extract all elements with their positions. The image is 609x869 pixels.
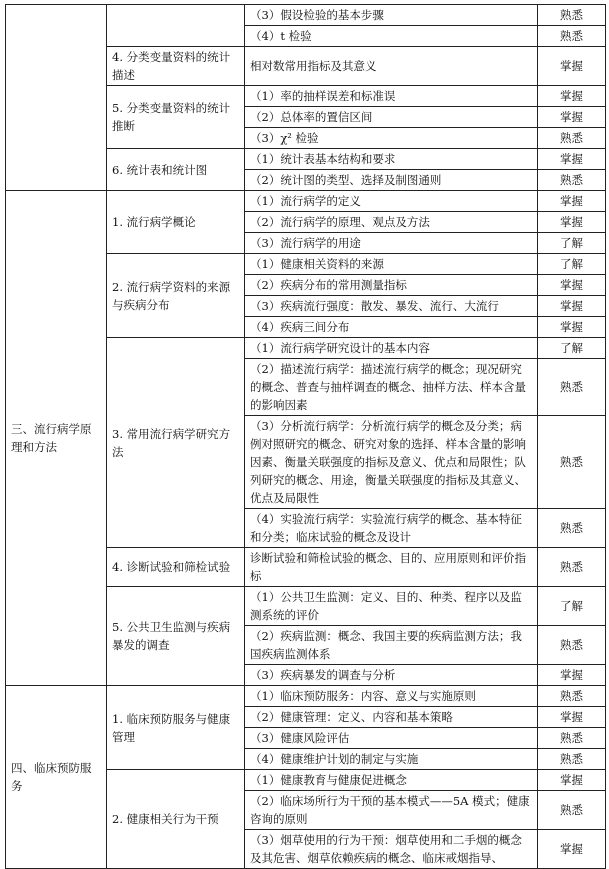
level-cell: 掌握 (538, 86, 606, 107)
syllabus-table (5, 4, 606, 869)
topic-cell: 5. 公共卫生监测与疾病暴发的调查 (107, 587, 245, 686)
point-cell: （2）流行病学的原理、观点及方法 (245, 212, 538, 233)
point-cell: （1）流行病学的定义 (245, 191, 538, 212)
level-cell: 了解 (538, 254, 606, 275)
level-cell: 掌握 (538, 770, 606, 791)
point-cell: （2）描述流行病学：描述流行病学的概念；现况研究的概念、普查与抽样调查的概念、抽样方法、样本含量的影响因素 (245, 359, 538, 416)
point-cell: （1）健康教育与健康促进概念 (245, 770, 538, 791)
table-row (6, 191, 606, 212)
level-cell: 了解 (538, 587, 606, 626)
point-cell: （2）统计图的类型、选择及制图通则 (245, 170, 538, 191)
point-cell: 诊断试验和筛检试验的概念、目的、应用原则和评价指标 (245, 548, 538, 587)
level-cell: 掌握 (538, 296, 606, 317)
category-cell: 四、临床预防服务 (6, 686, 107, 869)
point-cell: （3）疾病暴发的调查与分析 (245, 665, 538, 686)
point-cell: （3）烟草使用的行为干预：烟草使用和二手烟的概念及其危害、烟草依赖疾病的概念、临床戒烟指导、 (245, 830, 538, 869)
point-cell: （2）疾病分布的常用测量指标 (245, 275, 538, 296)
point-cell: （2）健康管理：定义、内容和基本策略 (245, 707, 538, 728)
point-cell: （4）健康维护计划的制定与实施 (245, 749, 538, 770)
topic-cell: 1. 临床预防服务与健康管理 (107, 686, 245, 770)
point-cell: （3）χ² 检验 (245, 128, 538, 149)
point-cell: （4）t 检验 (245, 26, 538, 47)
point-cell: （1）统计表基本结构和要求 (245, 149, 538, 170)
point-cell: （3）流行病学的用途 (245, 233, 538, 254)
level-cell: 掌握 (538, 107, 606, 128)
point-cell: （3）分析流行病学：分析流行病学的概念及分类；病例对照研究的概念、研究对象的选择、样本含量的影响因素、衡量关联强度的指标及意义、优点和局限性；队列研究的概念、用途，衡量关联强度的指标及其意义、优点及局限性 (245, 416, 538, 509)
topic-cell: 1. 流行病学概论 (107, 191, 245, 254)
topic-cell: 3. 常用流行病学研究方法 (107, 338, 245, 548)
level-cell: 熟悉 (538, 791, 606, 830)
point-cell: （2）总体率的置信区间 (245, 107, 538, 128)
level-cell: 熟悉 (538, 26, 606, 47)
level-cell: 了解 (538, 233, 606, 254)
topic-cell: 4. 诊断试验和筛检试验 (107, 548, 245, 587)
topic-cell-continued (107, 5, 245, 47)
level-cell: 掌握 (538, 830, 606, 869)
point-cell: （4）实验流行病学：实验流行病学的概念、基本特征和分类；临床试验的概念及设计 (245, 509, 538, 548)
level-cell: 掌握 (538, 707, 606, 728)
point-cell: （3）健康风险评估 (245, 728, 538, 749)
point-cell: 相对数常用指标及其意义 (245, 47, 538, 86)
level-cell: 熟悉 (538, 170, 606, 191)
topic-cell: 6. 统计表和统计图 (107, 149, 245, 191)
point-cell: （1）公共卫生监测：定义、目的、种类、程序以及监测系统的评价 (245, 587, 538, 626)
topic-cell: 5. 分类变量资料的统计推断 (107, 86, 245, 149)
level-cell: 熟悉 (538, 626, 606, 665)
point-cell: （1）率的抽样误差和标准误 (245, 86, 538, 107)
topic-cell: 2. 流行病学资料的来源与疾病分布 (107, 254, 245, 338)
point-cell: （1）临床预防服务：内容、意义与实施原则 (245, 686, 538, 707)
table-row (6, 686, 606, 707)
level-cell: 熟悉 (538, 728, 606, 749)
level-cell: 熟悉 (538, 509, 606, 548)
syllabus-page (5, 4, 605, 869)
level-cell: 熟悉 (538, 359, 606, 416)
level-cell: 掌握 (538, 665, 606, 686)
level-cell: 掌握 (538, 191, 606, 212)
point-cell: （1）流行病学研究设计的基本内容 (245, 338, 538, 359)
level-cell: 掌握 (538, 149, 606, 170)
category-cell: 三、流行病学原理和方法 (6, 191, 107, 686)
level-cell: 熟悉 (538, 749, 606, 770)
level-cell: 熟悉 (538, 5, 606, 26)
level-cell: 掌握 (538, 317, 606, 338)
level-cell: 熟悉 (538, 128, 606, 149)
level-cell: 熟悉 (538, 416, 606, 509)
level-cell: 掌握 (538, 275, 606, 296)
table-row (6, 5, 606, 26)
category-cell-continued (6, 5, 107, 191)
level-cell: 熟悉 (538, 686, 606, 707)
point-cell: （2）临床场所行为干预的基本模式——5A 模式；健康咨询的原则 (245, 791, 538, 830)
level-cell: 了解 (538, 338, 606, 359)
point-cell: （4）疾病三间分布 (245, 317, 538, 338)
point-cell: （1）健康相关资料的来源 (245, 254, 538, 275)
topic-cell: 2. 健康相关行为干预 (107, 770, 245, 869)
level-cell: 熟悉 (538, 548, 606, 587)
point-cell: （3）假设检验的基本步骤 (245, 5, 538, 26)
level-cell: 掌握 (538, 47, 606, 86)
point-cell: （3）疾病流行强度：散发、暴发、流行、大流行 (245, 296, 538, 317)
point-cell: （2）疾病监测：概念、我国主要的疾病监测方法；我国疾病监测体系 (245, 626, 538, 665)
level-cell: 掌握 (538, 212, 606, 233)
topic-cell: 4. 分类变量资料的统计描述 (107, 47, 245, 86)
